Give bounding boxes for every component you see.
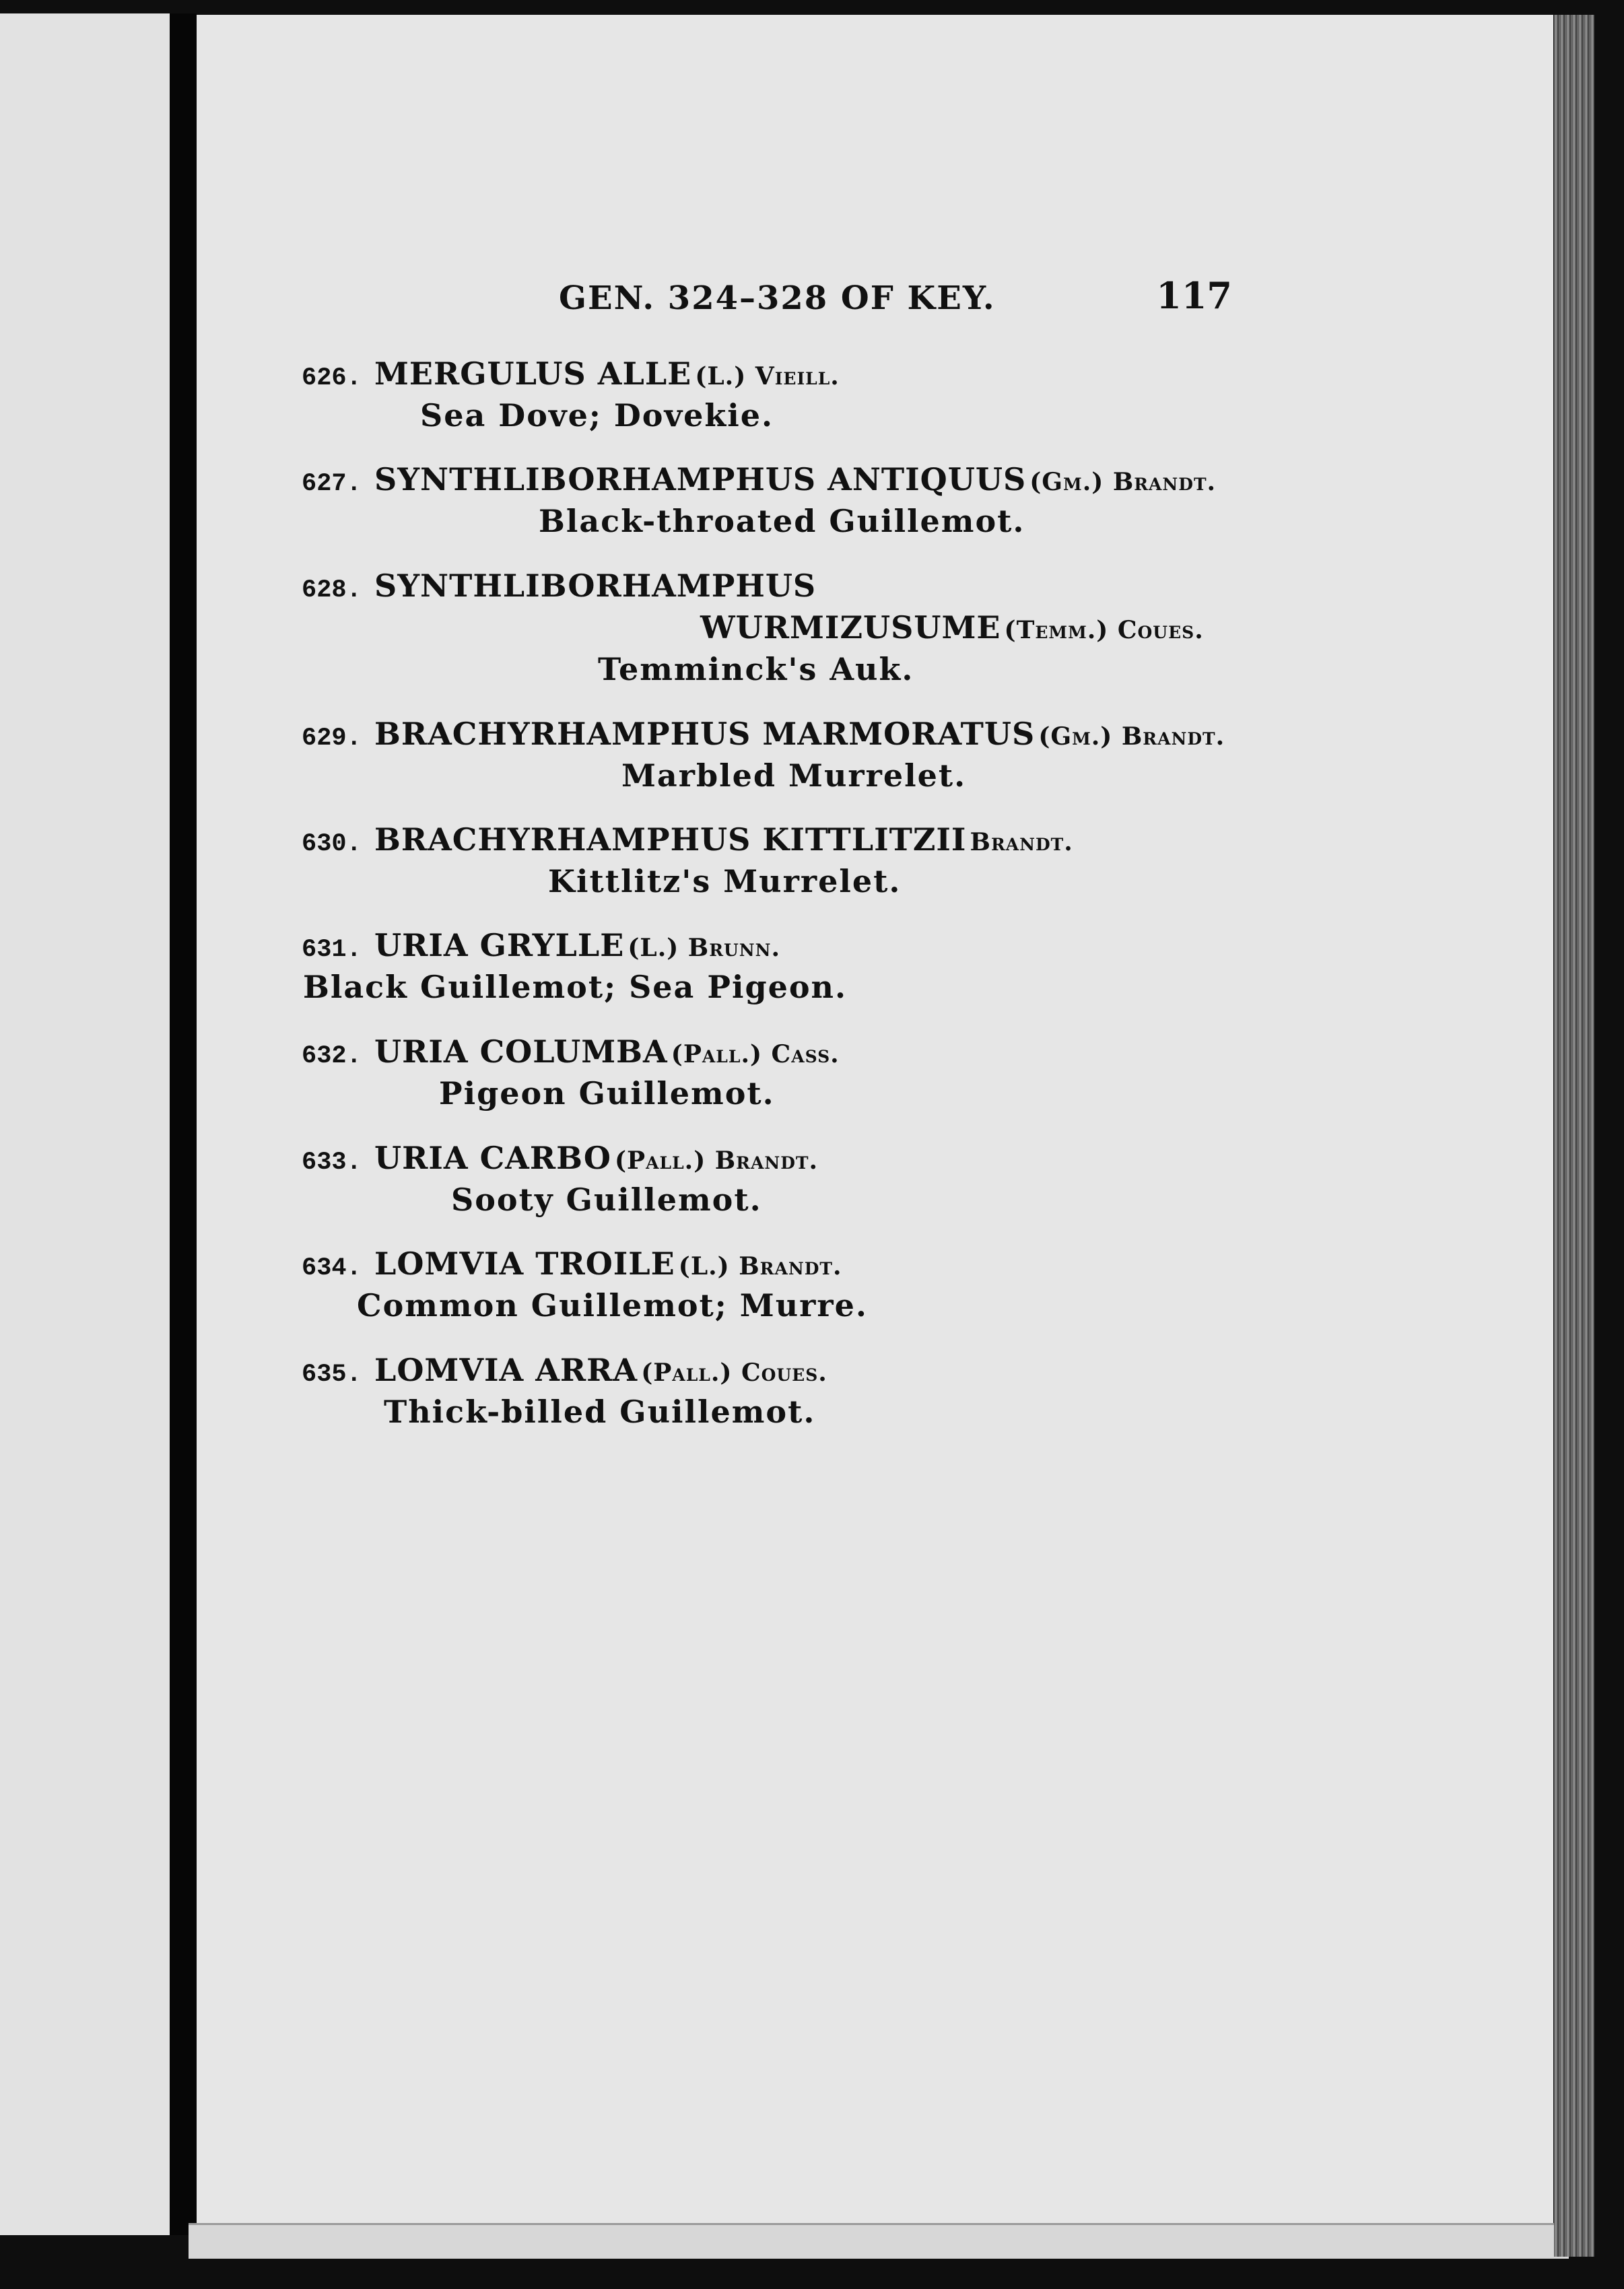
species-entry: [302, 1033, 840, 1112]
authority: (Temm.) Coues.: [1004, 616, 1204, 644]
scientific-name: LOMVIA ARRA: [374, 1352, 638, 1388]
common-name: Marbled Murrelet.: [621, 757, 967, 794]
common-name: Common Guillemot; Murre.: [357, 1287, 868, 1324]
scientific-name: MERGULUS ALLE: [374, 355, 692, 392]
book-gutter: [170, 13, 197, 2235]
authority: (Gm.) Brandt.: [1038, 722, 1225, 751]
authority: Brandt.: [970, 828, 1073, 856]
scientific-name: BRACHYRHAMPHUS MARMORATUS: [374, 716, 1036, 752]
scientific-name: SYNTHLIBORHAMPHUS ANTIQUUS: [374, 461, 1027, 498]
species-entry: [302, 716, 1225, 794]
entry-number: 631.: [302, 936, 362, 964]
page-edges: [1554, 15, 1594, 2257]
entry-number: 635.: [302, 1361, 362, 1389]
common-name: Kittlitz's Murrelet.: [548, 863, 902, 899]
species-entry: [302, 355, 840, 434]
entry-number: 630.: [302, 830, 362, 858]
common-name: Black Guillemot; Sea Pigeon.: [303, 969, 848, 1005]
page-number: 117: [1156, 274, 1232, 317]
common-name: Thick-billed Guillemot.: [384, 1394, 816, 1430]
entry-number: 627.: [302, 470, 362, 498]
facing-page: [0, 13, 170, 2235]
scientific-name: BRACHYRHAMPHUS KITTLITZII: [374, 821, 967, 858]
species-entry: [302, 1245, 868, 1324]
running-head: GEN. 324–328 OF KEY.: [559, 279, 996, 317]
authority: (Pall.) Cass.: [671, 1040, 840, 1068]
species-entry: [302, 1140, 818, 1218]
entry-number: 633.: [302, 1149, 362, 1177]
authority: (L.) Brunn.: [628, 934, 781, 962]
authority: (L.) Brandt.: [678, 1252, 842, 1280]
entry-number: 628.: [302, 576, 362, 605]
species-entry: [302, 461, 1216, 539]
species-entry: [302, 821, 1073, 899]
page-bottom-edge: [189, 2223, 1569, 2259]
common-name: Black-throated Guillemot.: [539, 503, 1025, 539]
authority: (L.) Vieill.: [695, 362, 840, 390]
scientific-name: URIA CARBO: [374, 1140, 611, 1176]
authority: (Gm.) Brandt.: [1029, 468, 1217, 496]
entry-number: 626.: [302, 364, 362, 392]
common-name: Pigeon Guillemot.: [439, 1075, 775, 1112]
scientific-name-continued: WURMIZUSUME: [700, 609, 1001, 646]
entry-number: 629.: [302, 724, 362, 753]
common-name: Sea Dove; Dovekie.: [420, 397, 774, 434]
common-name: Temminck's Auk.: [598, 651, 914, 687]
page: [197, 15, 1553, 2233]
scientific-name: LOMVIA TROILE: [374, 1245, 675, 1282]
scientific-name: URIA GRYLLE: [374, 927, 625, 963]
entry-number: 634.: [302, 1254, 362, 1283]
common-name: Sooty Guillemot.: [451, 1182, 762, 1218]
scientific-name: URIA COLUMBA: [374, 1033, 668, 1070]
page-header: [559, 274, 1232, 327]
entry-number: 632.: [302, 1042, 362, 1070]
authority: (Pall.) Brandt.: [615, 1147, 819, 1175]
species-entry: [302, 927, 847, 1005]
species-entry: [302, 568, 1204, 687]
scientific-name: SYNTHLIBORHAMPHUS: [374, 568, 817, 604]
authority: (Pall.) Coues.: [641, 1359, 827, 1387]
species-entry: [302, 1352, 827, 1430]
